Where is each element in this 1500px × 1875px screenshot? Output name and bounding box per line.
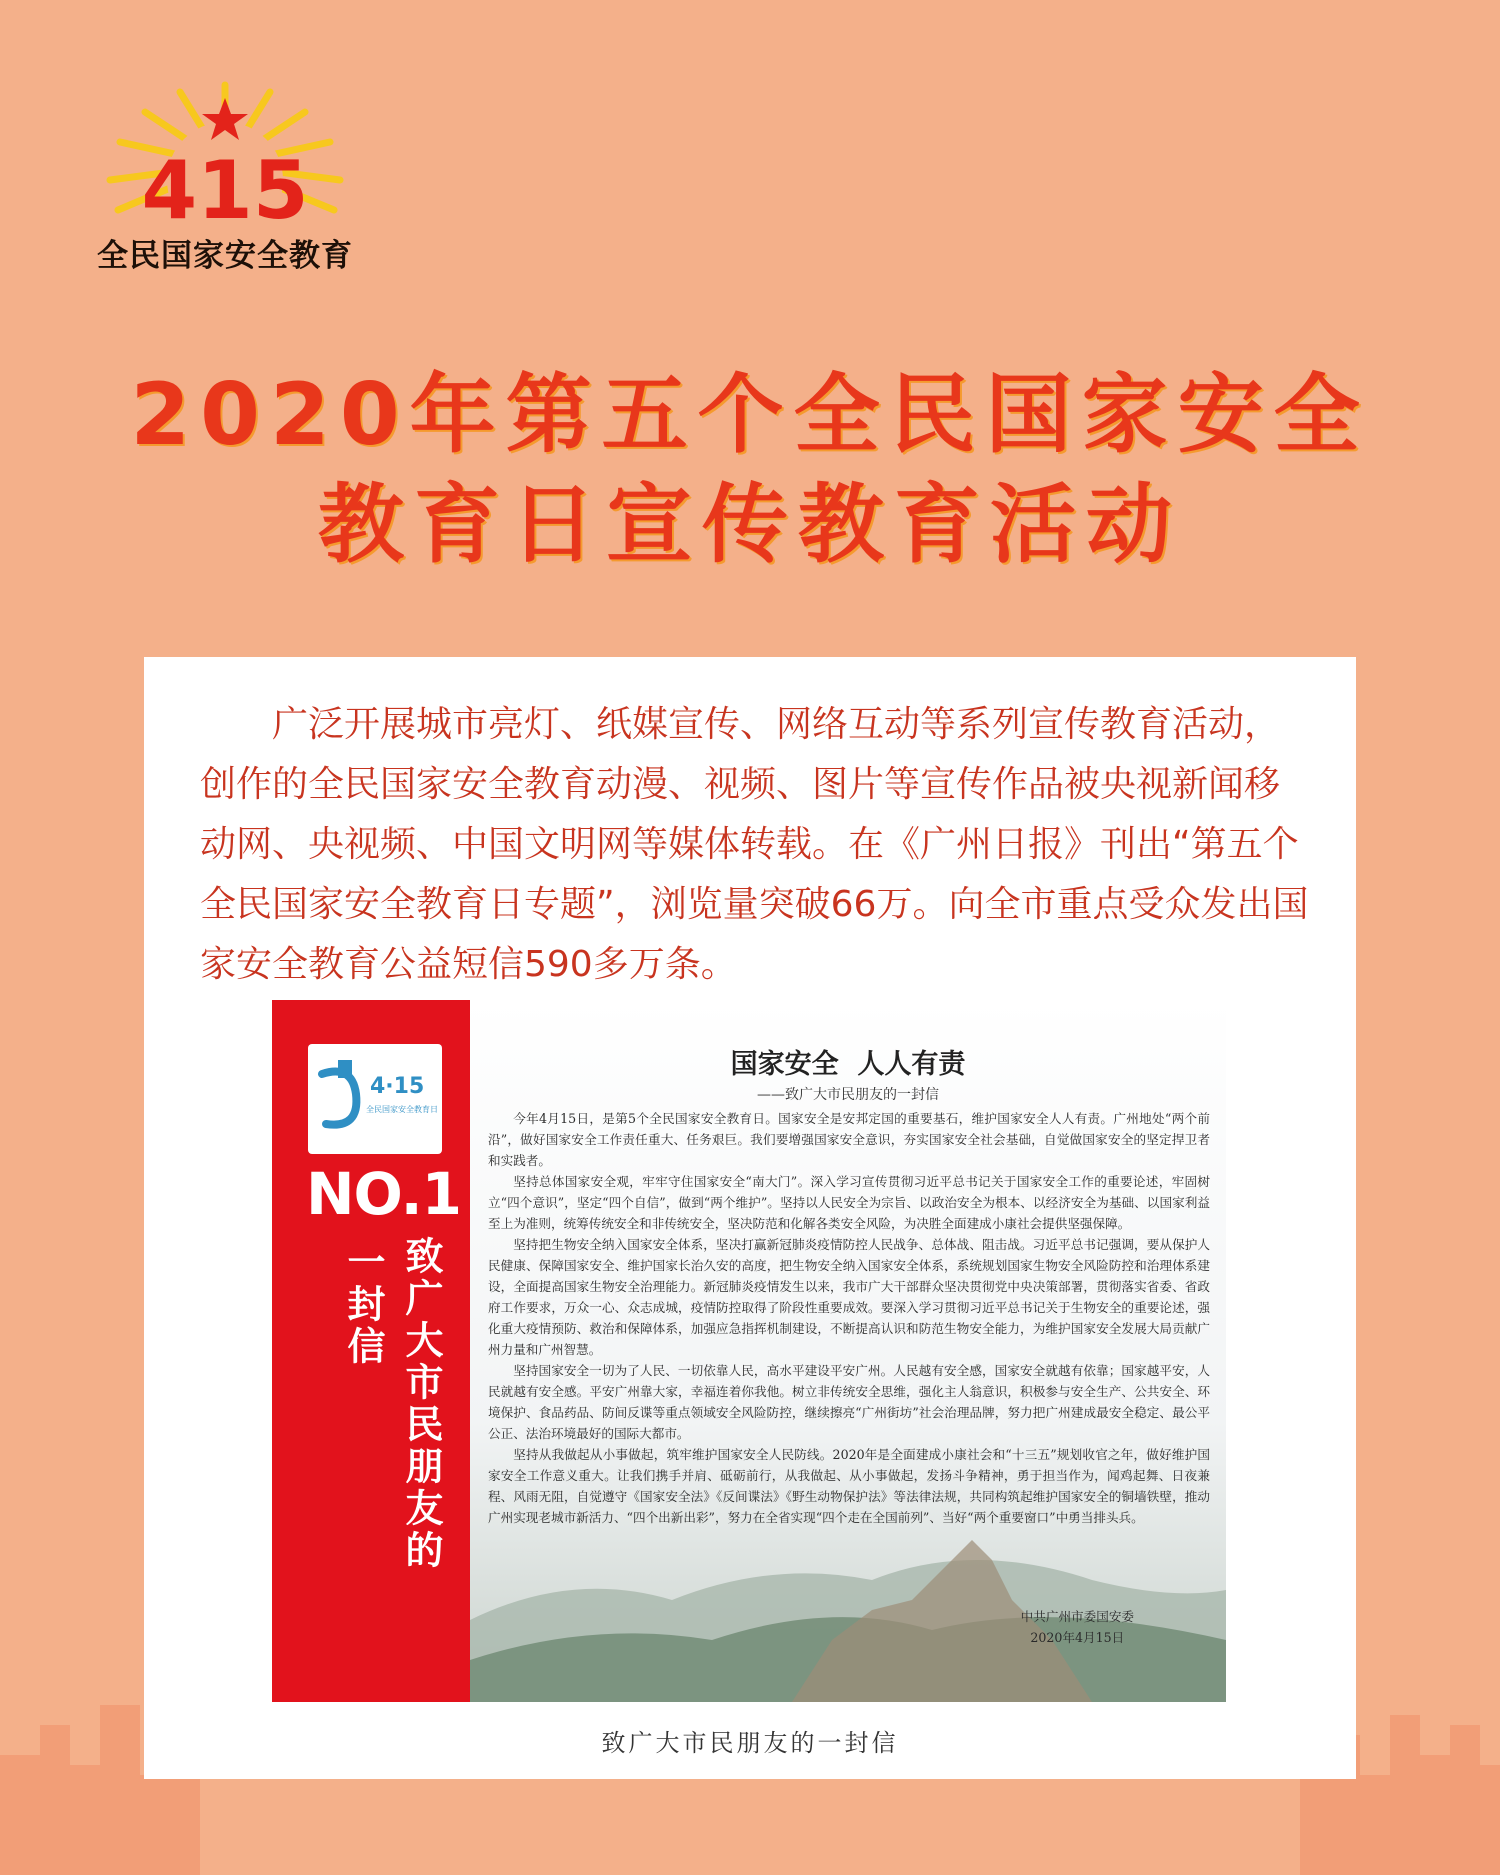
letter-body [488,1108,1210,1528]
title-line-2: 教育日宣传教育活动 [318,475,1182,575]
title-line-1: 2020年第五个全民国家安全 [130,365,1370,465]
letter-signature-block [1021,1606,1134,1648]
415-emblem [308,1044,442,1154]
letter-image [272,1000,1226,1702]
letter-paragraph: 坚持从我做起从小事做起，筑牢维护国家安全人民防线。2020年是全面建成小康社会和“十三五”规划收官之年，做好维护国家安全工作意义重大。让我们携手并肩、砥砺前行，从我做起、从小事做起，发扬斗争精神，勇于担当作为，闻鸡起舞、日夜兼程、风雨无阻，自觉遵守《国家安全法》《反间谍法》《野生动物保护法》等法律法规，共同构筑起维护国家安全的铜墙铁壁，推动广州实现老城市新活力、“四个出新出彩”，努力在全省实现“四个走在全国前列”、当好“两个重要窗口”中勇当排头兵。 [488,1447,1210,1525]
letter-signature: 中共广州市委国安委 [1020,1609,1134,1624]
intro-paragraph: 广泛开展城市亮灯、纸媒宣传、网络互动等系列宣传教育活动，创作的全民国家安全教育动漫、视频、图片等宣传作品被央视新闻移动网、央视频、中国文明网等媒体转载。在《广州日报》刊出“第五个全民国家安全教育日专题”，浏览量突破66万。向全市重点受众发出国家安全教育公益短信590多万条。 [200,704,1309,985]
vertical-text-recipient: 致广大市民朋友的 [399,1236,443,1572]
logo-number: 415 [141,144,309,237]
sunburst-icon [90,70,360,240]
letter-paragraph: 坚持总体国家安全观，牢牢守住国家安全“南大门”。深入学习宣传贯彻习近平总书记关于国家安全工作的重要论述，牢固树立“四个意识”，坚定“四个自信”，做到“两个维护”。坚持以人民安全为宗旨、以政治安全为根本、以经济安全为基础、以国家利益至上为准则，统筹传统安全和非传统安全，坚决防范和化解各类安全风险，为决胜全面建成小康社会提供坚强保障。 [488,1174,1210,1231]
letter-paragraph: 坚持国家安全一切为了人民、一切依靠人民，高水平建设平安广州。人民越有安全感，国家安全就越有依靠；国家越平安，人民就越有安全感。平安广州靠大家，幸福连着你我他。树立非传统安全思维，强化主人翁意识，积极参与安全生产、公共安全、环境保护、食品药品、防间反谍等重点领域安全风险防控，继续擦亮“广州街坊”社会治理品牌，努力把广州建成最安全稳定、最公平公正、法治环境最好的国际大都市。 [488,1363,1210,1441]
page-title [0,360,1500,580]
415-logo [90,70,360,274]
letter-subtitle: ——致广大市民朋友的一封信 [757,1087,939,1103]
wave-emblem-icon [312,1054,372,1144]
image-caption: 致广大市民朋友的一封信 [601,1729,899,1757]
vertical-text-letter: 一封信 [341,1242,385,1368]
letter-paragraph: 坚持把生物安全纳入国家安全体系，坚决打赢新冠肺炎疫情防控人民战争、总体战、阻击战。习近平总书记强调，要从保护人民健康、保障国家安全、维护国家长治久安的高度，把生物安全纳入国家安全体系，系统规划国家生物安全风险防控和治理体系建设，全面提高国家生物安全治理能力。新冠肺炎疫情发生以来，我市广大干部群众坚决贯彻党中央决策部署，贯彻落实省委、省政府工作要求，万众一心、众志成城，疫情防控取得了阶段性重要成效。要深入学习贯彻习近平总书记关于生物安全的重要论述，强化重大疫情预防、救治和保障体系，加强应急指挥机制建设，不断提高认识和防范生物安全能力，为维护国家安全发展大局贡献广州力量和广州智慧。 [488,1237,1210,1357]
emblem-number: 4·15 [370,1074,425,1099]
letter-date: 2020年4月15日 [1030,1630,1125,1645]
emblem-subtitle: 全民国家安全教育日 [366,1105,438,1114]
no1-badge: NO.1 [306,1160,461,1228]
content-card [144,657,1356,1779]
letter-paragraph: 今年4月15日，是第5个全民国家安全教育日。国家安全是安邦定国的重要基石，维护国家安全人人有责。广州地处“两个前沿”，做好国家安全工作责任重大、任务艰巨。我们要增强国家安全意识，夯实国家安全社会基础，自觉做国家安全的坚定捍卫者和实践者。 [488,1111,1210,1168]
logo-caption: 全民国家安全教育 [97,238,353,274]
letter-title: 国家安全 人人有责 [730,1049,966,1080]
